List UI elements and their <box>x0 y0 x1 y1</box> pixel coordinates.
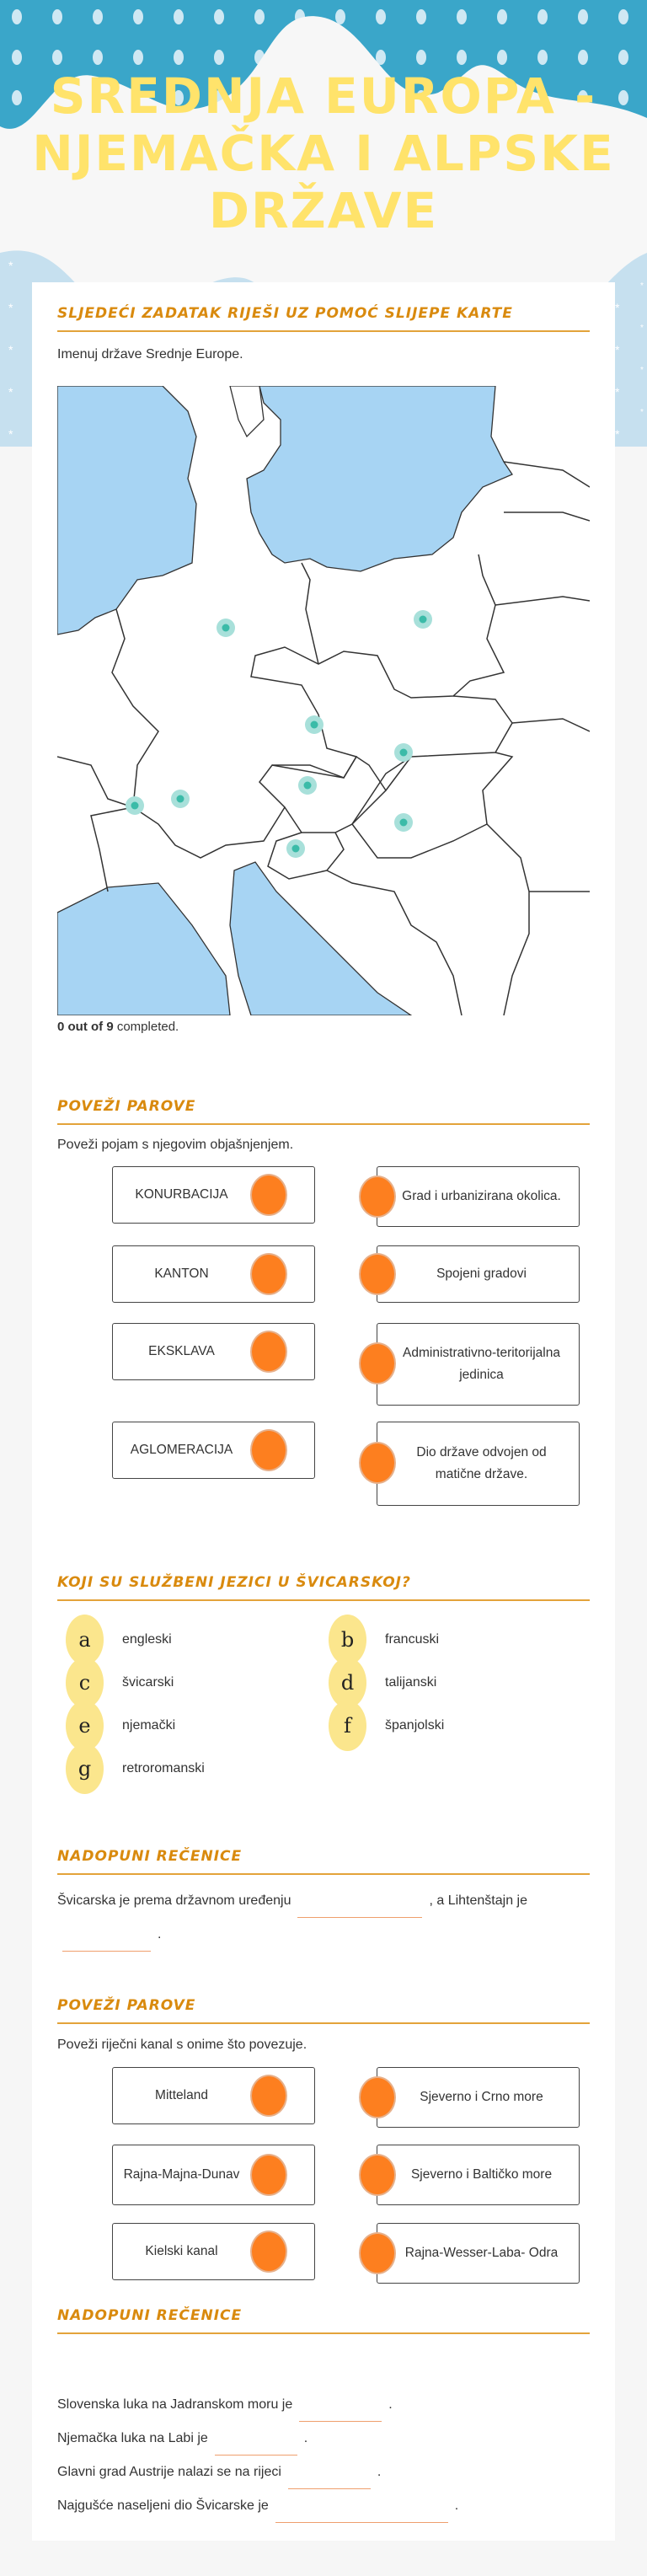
progress-count: 0 out of 9 <box>57 1020 114 1034</box>
answer-blank[interactable] <box>215 2439 297 2456</box>
match-left-item[interactable]: EKSKLAVA <box>112 1323 315 1380</box>
answer-blank[interactable] <box>288 2472 371 2489</box>
match-connector-right[interactable] <box>359 1442 396 1484</box>
page-title: SREDNJA EUROPA - NJEMAČKA I ALPSKE DRŽAVE <box>32 67 615 239</box>
progress-suffix: completed. <box>116 1020 179 1034</box>
match-connector-left[interactable] <box>250 1174 287 1216</box>
match-connector-left[interactable] <box>250 1429 287 1471</box>
section-heading: NADOPUNI REČENICE <box>57 1848 590 1875</box>
match-connector-right[interactable] <box>359 2232 396 2274</box>
match-connector-right[interactable] <box>359 1176 396 1218</box>
section-heading: SLJEDEĆI ZADATAK RIJEŠI UZ POMOĆ SLIJEPE KARTE <box>57 305 590 332</box>
match-left-item[interactable]: AGLOMERACIJA <box>112 1422 315 1479</box>
sentence-end: . <box>377 2465 382 2479</box>
fill-sentence <box>57 2456 381 2489</box>
option-label: švicarski <box>122 1675 174 1690</box>
option-letter: c <box>66 1658 104 1708</box>
option-label: španjolski <box>385 1718 445 1733</box>
option-letter: b <box>329 1615 366 1665</box>
answer-blank[interactable] <box>297 1901 422 1918</box>
option-letter: d <box>329 1658 366 1708</box>
blind-map <box>57 386 590 1015</box>
map-marker-slovakia <box>394 743 413 762</box>
map-marker-slovenia <box>286 839 305 858</box>
match-left-item[interactable]: Kielski kanal <box>112 2223 315 2280</box>
option-label: retroromanski <box>122 1761 205 1775</box>
sentence-text: Glavni grad Austrije nalazi se na rijeci <box>57 2465 281 2479</box>
sentence-text: . <box>158 1927 162 1941</box>
option-label: njemački <box>122 1718 176 1733</box>
sentence-text: Njemačka luka na Labi je <box>57 2431 208 2445</box>
match-left-item[interactable]: Rajna-Majna-Dunav <box>112 2145 315 2205</box>
map-image <box>57 386 590 1015</box>
option-letter: e <box>66 1700 104 1751</box>
match-left-item[interactable]: KONURBACIJA <box>112 1166 315 1224</box>
section-heading: NADOPUNI REČENICE <box>57 2307 590 2334</box>
match-left-item[interactable]: Mitteland <box>112 2067 315 2124</box>
section-heading: KOJI SU SLUŽBENI JEZICI U ŠVICARSKOJ? <box>57 1574 590 1601</box>
answer-blank[interactable] <box>275 2506 448 2523</box>
match-connector-left[interactable] <box>250 2231 287 2273</box>
match-left-item[interactable]: KANTON <box>112 1245 315 1303</box>
option-label: francuski <box>385 1632 440 1647</box>
match-connector-left[interactable] <box>250 1253 287 1295</box>
map-marker-switzerland <box>126 796 144 815</box>
map-marker-czechia <box>305 715 324 734</box>
match-right-item[interactable]: Grad i urbanizirana okolica. <box>377 1166 580 1227</box>
match-right-item[interactable]: Administrativno-teritorijalna jedinica <box>377 1323 580 1406</box>
option-label: talijanski <box>385 1675 437 1690</box>
sentence-text: Slovenska luka na Jadranskom moru je <box>57 2397 293 2412</box>
instruction-text: Poveži riječni kanal s onime što povezuje. <box>57 2038 307 2052</box>
map-progress <box>57 1020 179 1034</box>
match-right-item[interactable]: Sjeverno i Crno more <box>377 2067 580 2128</box>
match-connector-right[interactable] <box>359 1253 396 1295</box>
option-label: engleski <box>122 1632 172 1647</box>
fill-sentence <box>57 2489 458 2523</box>
match-right-item[interactable]: Rajna-Wesser-Laba- Odra <box>377 2223 580 2284</box>
option-letter: g <box>66 1743 104 1794</box>
match-connector-right[interactable] <box>359 1342 396 1384</box>
match-connector-left[interactable] <box>250 2075 287 2117</box>
answer-blank[interactable] <box>299 2405 382 2422</box>
section-heading: POVEŽI PAROVE <box>57 1098 590 1125</box>
sentence-end: . <box>388 2397 393 2412</box>
fill-sentence <box>57 2388 393 2422</box>
sentence-text: , a Lihtenštajn je <box>429 1893 527 1908</box>
match-connector-left[interactable] <box>250 2154 287 2196</box>
map-marker-austria <box>298 776 317 795</box>
map-marker-liechtenstein <box>171 790 190 808</box>
sentence-end: . <box>454 2498 459 2513</box>
instruction-text: Poveži pojam s njegovim objašnjenjem. <box>57 1138 294 1152</box>
match-right-item[interactable]: Dio države odvojen od matične države. <box>377 1422 580 1506</box>
map-marker-poland <box>414 610 432 629</box>
fill-sentence <box>57 2422 307 2456</box>
match-connector-right[interactable] <box>359 2154 396 2196</box>
map-marker-germany <box>217 619 235 637</box>
sentence-end: . <box>303 2431 308 2445</box>
section-heading: POVEŽI PAROVE <box>57 1997 590 2024</box>
match-right-item[interactable]: Sjeverno i Baltičko more <box>377 2145 580 2205</box>
answer-blank[interactable] <box>62 1935 151 1952</box>
option-letter: a <box>66 1615 104 1665</box>
answer-option[interactable] <box>329 1700 444 1751</box>
fill-sentence <box>57 1884 596 1952</box>
option-letter: f <box>329 1700 366 1751</box>
answer-option[interactable] <box>66 1743 205 1794</box>
match-connector-left[interactable] <box>250 1331 287 1373</box>
map-marker-hungary <box>394 813 413 832</box>
instruction-text: Imenuj države Srednje Europe. <box>57 347 243 361</box>
match-right-item[interactable]: Spojeni gradovi <box>377 1245 580 1303</box>
sentence-text: Švicarska je prema državnom uređenju <box>57 1893 291 1908</box>
sentence-text: Najgušće naseljeni dio Švicarske je <box>57 2498 269 2513</box>
match-connector-right[interactable] <box>359 2076 396 2118</box>
